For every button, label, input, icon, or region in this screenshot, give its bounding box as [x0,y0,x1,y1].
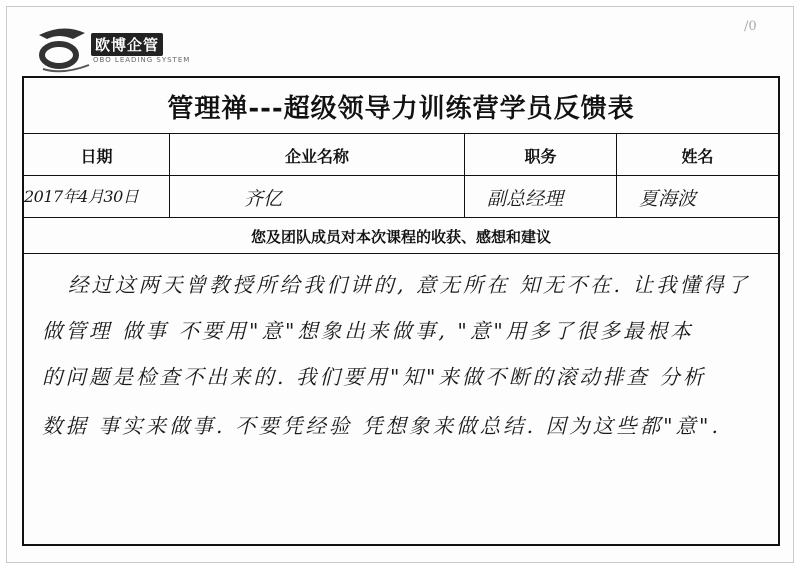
logo-mark-icon [33,25,93,73]
feedback-line: 做管理 做事 不要用"意"想象出来做事, "意"用多了很多最根本 [42,319,694,343]
value-cell-position [465,176,617,217]
value-name: 夏海波 [639,188,697,210]
value-company: 齐亿 [244,188,283,210]
header-row [24,134,778,176]
feedback-heading-row [24,218,778,254]
header-cell-name [617,134,778,175]
header-date: 日期 [80,147,113,166]
value-cell-date [24,176,170,217]
company-logo [33,25,193,73]
feedback-heading: 您及团队成员对本次课程的收获、感想和建议 [250,228,551,246]
feedback-form-table [22,76,780,546]
feedback-line: 经过这两天曾教授所给我们讲的, 意无所在 知无不在. 让我懂得了 [68,273,751,297]
header-cell-position [465,134,617,175]
feedback-line: 数据 事实来做事. 不要凭经验 凭想象来做总结. 因为这些都"意". [42,414,721,438]
header-cell-date [24,134,170,175]
feedback-body [24,254,778,544]
logo-brand-en: OBO LEADING SYSTEM [93,56,191,64]
data-row [24,176,778,218]
value-cell-name [617,176,778,217]
header-company: 企业名称 [284,147,349,166]
feedback-line: 的问题是检查不出来的. 我们要用"知"来做不断的滚动排查 分析 [42,365,707,389]
logo-brand-cn: 欧博企管 [91,33,163,56]
value-position: 副总经理 [487,188,564,210]
value-cell-company [170,176,465,217]
form-title: 管理禅---超级领导力训练营学员反馈表 [167,94,635,124]
header-position: 职务 [524,147,557,166]
page-marker: /0 [744,19,757,34]
header-name: 姓名 [681,147,714,166]
value-date: 2017年4月30日 [24,187,139,206]
form-title-row [24,78,778,134]
header-cell-company [170,134,465,175]
